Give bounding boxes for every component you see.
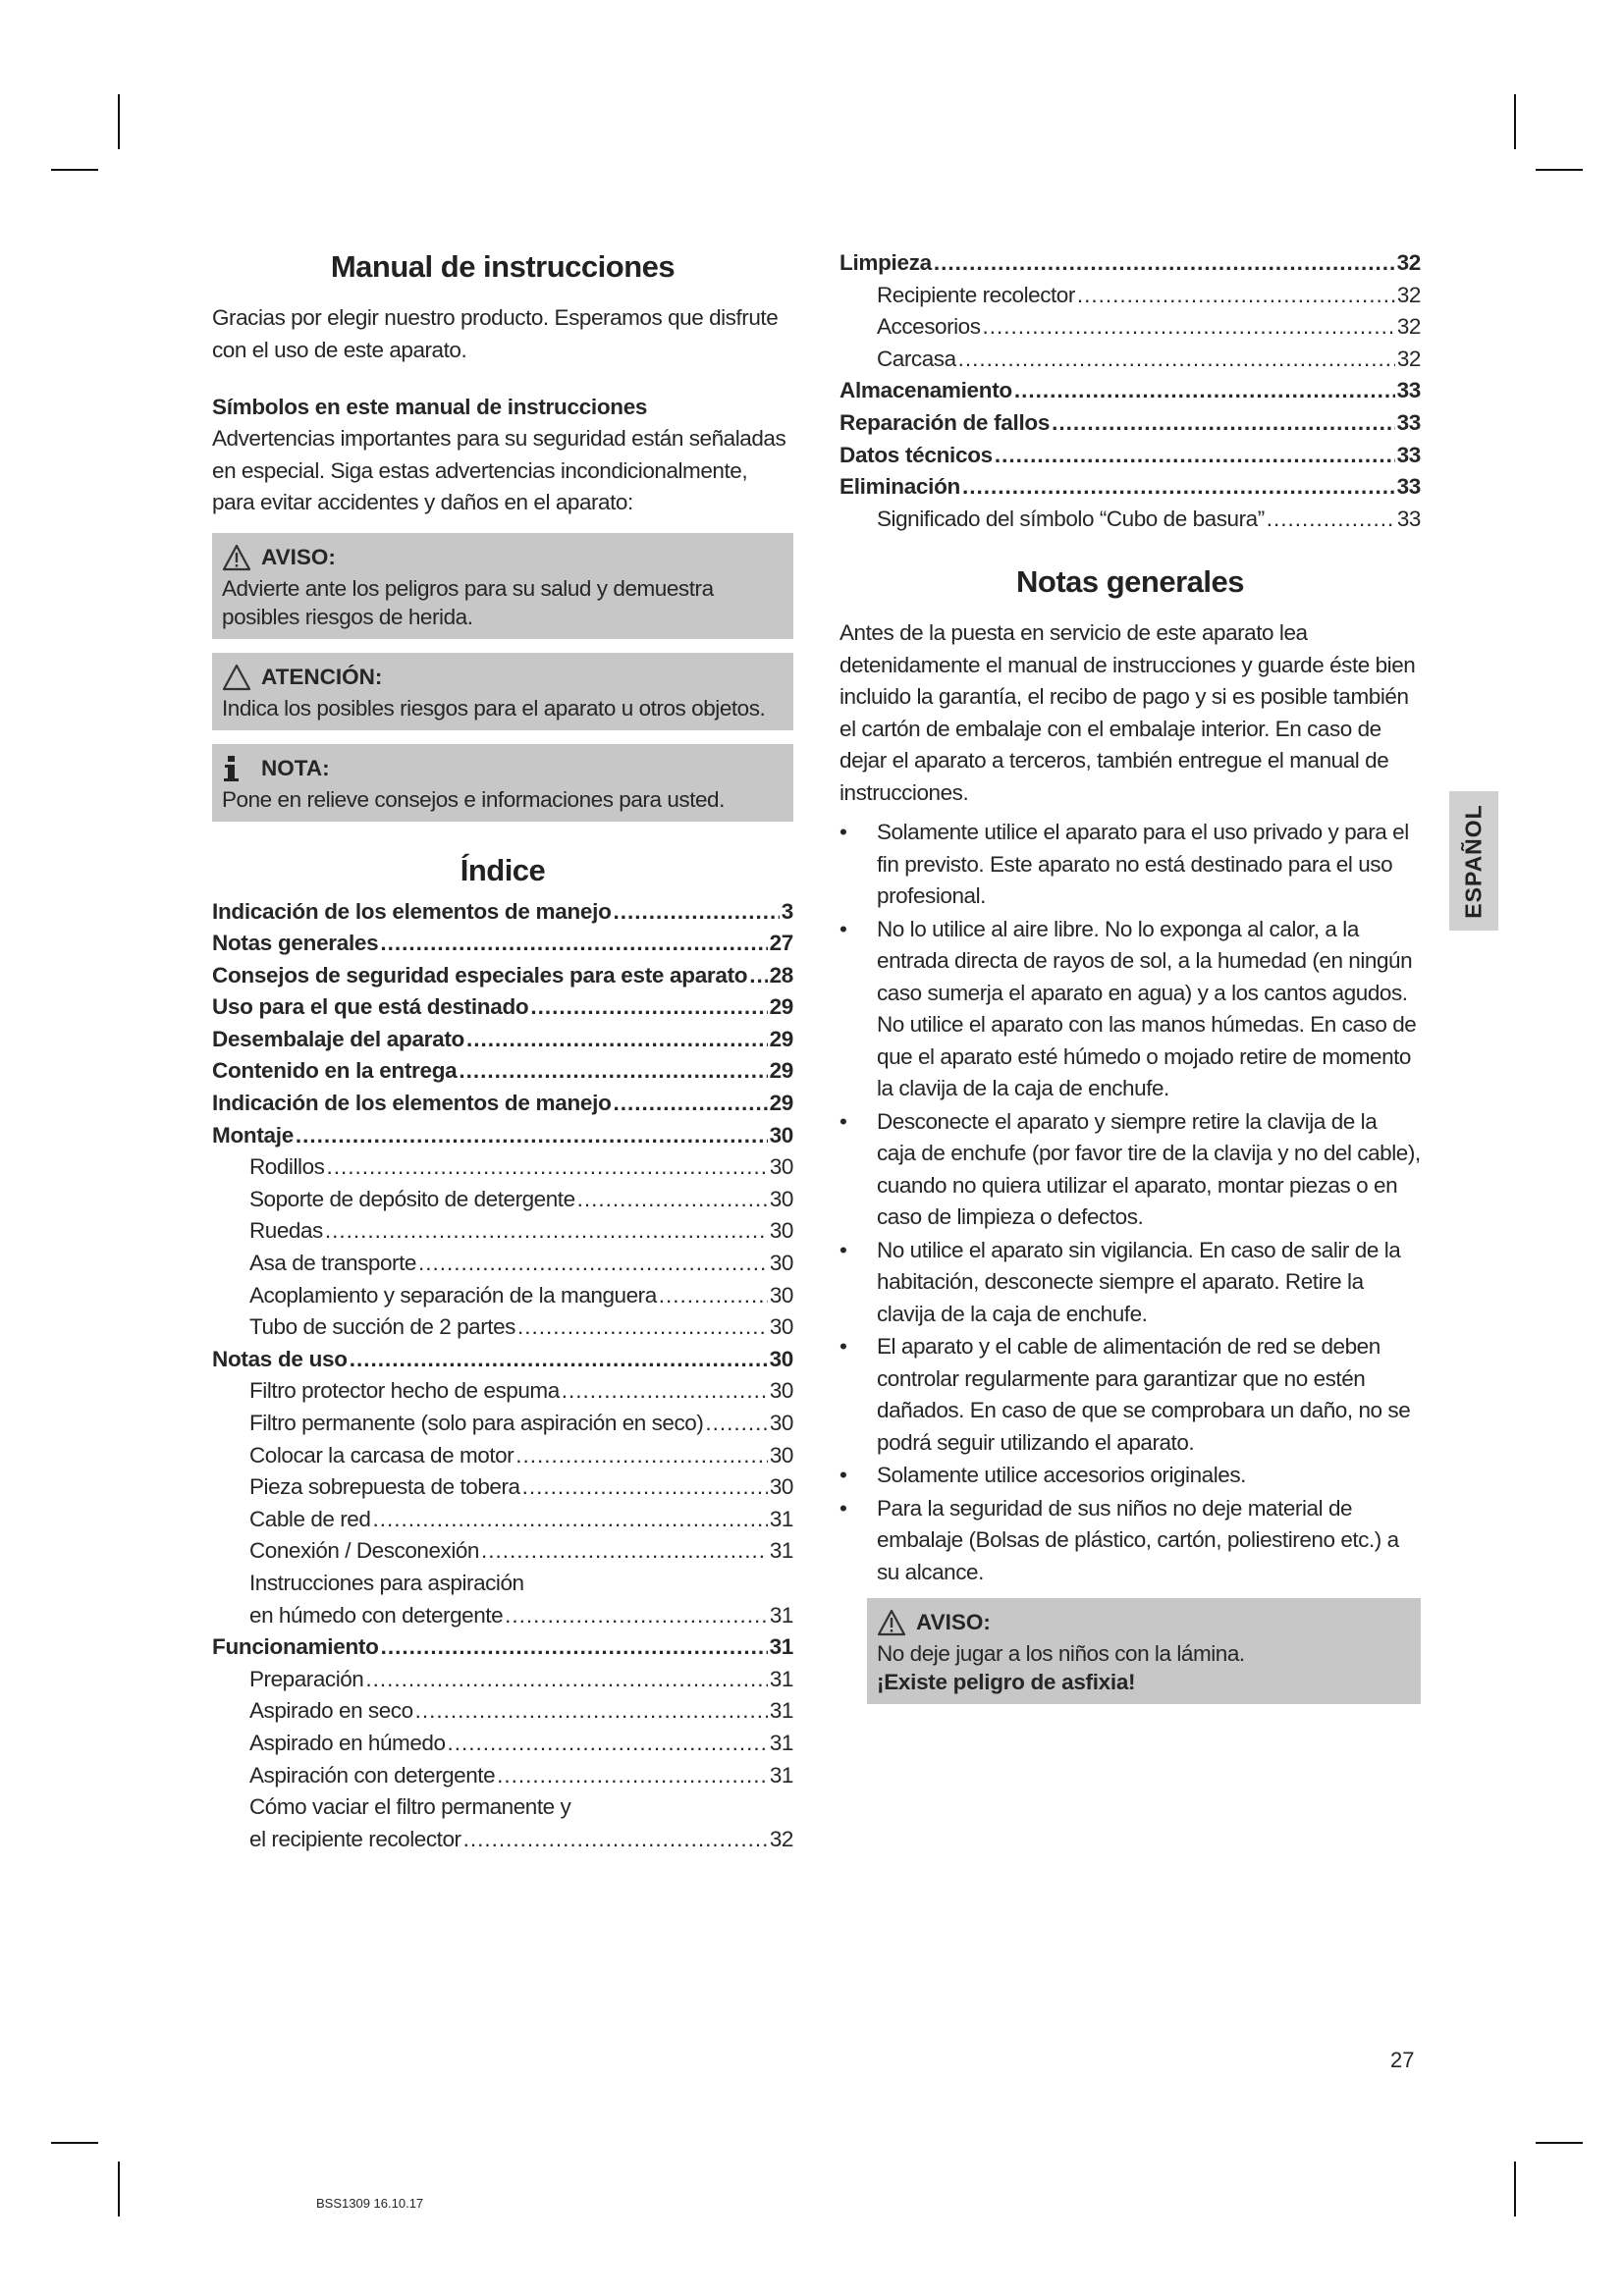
aviso-title: AVISO: — [916, 1610, 991, 1635]
toc-page: 33 — [1396, 474, 1421, 500]
nota-title: NOTA: — [261, 755, 330, 780]
atencion-title: ATENCIÓN: — [261, 664, 383, 689]
toc-page: 30 — [769, 1154, 793, 1180]
toc-label: Preparación — [249, 1666, 364, 1691]
aviso-text: Advierte ante los peligros para su salud y demuestra posibles riesgos de herida. — [222, 575, 714, 629]
toc-page: 33 — [1396, 442, 1421, 467]
toc-page: 30 — [769, 1474, 793, 1500]
toc-label: Almacenamiento — [839, 378, 1012, 403]
notas-text: Antes de la puesta en servicio de este aparato lea detenidamente el manual de instrucciones y guarde éste bien incluido la garantía, el recibo de pago y si es posible también el cartón de embalaje con el embalaje interior. En caso de dejar el aparato a terceros, también entregue el manual de instrucciones. — [839, 620, 1416, 805]
toc-entry — [212, 1248, 793, 1280]
toc-page: 29 — [769, 1058, 793, 1084]
toc-page: 32 — [769, 1826, 793, 1851]
toc-entry — [212, 1215, 793, 1248]
toc-page: 30 — [769, 1378, 793, 1404]
toc-entry — [839, 504, 1421, 536]
toc-entry — [212, 1311, 793, 1344]
toc-label: Contenido en la entrega — [212, 1058, 458, 1084]
toc-page: 31 — [769, 1602, 793, 1628]
toc-entry — [212, 1471, 793, 1504]
toc-entry — [839, 311, 1421, 344]
toc-leader-dots — [705, 1408, 767, 1440]
toc-leader-dots — [415, 1695, 768, 1728]
crop-mark — [51, 169, 98, 171]
toc-entry — [212, 896, 793, 929]
toc-page: 30 — [769, 1442, 793, 1468]
toc-entry — [839, 280, 1421, 312]
toc-leader-dots — [530, 991, 767, 1024]
toc-entry — [212, 1504, 793, 1536]
toc-label: Conexión / Desconexión — [249, 1538, 479, 1564]
toc-leader-dots — [958, 344, 1395, 376]
toc-label: Instrucciones para aspiración — [249, 1570, 524, 1595]
toc-leader-dots — [380, 928, 767, 960]
toc-label: Ruedas — [249, 1218, 323, 1244]
crop-mark — [51, 2142, 98, 2144]
toc-leader-dots — [562, 1375, 768, 1408]
toc-page: 30 — [769, 1282, 793, 1308]
toc-page: 31 — [769, 1762, 793, 1788]
toc-entry — [212, 1024, 793, 1056]
caution-triangle-icon — [222, 664, 251, 691]
toc-entry — [212, 1664, 793, 1696]
toc-entry — [839, 407, 1421, 440]
toc-label: el recipiente recolector — [249, 1826, 461, 1851]
toc-label: Filtro permanente (solo para aspiración en seco) — [249, 1411, 704, 1435]
toc-page: 32 — [1396, 314, 1421, 340]
toc-page: 33 — [1396, 378, 1421, 403]
aviso-warning: ¡Existe peligro de asfixia! — [877, 1670, 1136, 1695]
toc-page: 30 — [769, 1346, 793, 1371]
toc-leader-dots — [1014, 375, 1395, 407]
notas-title: Notas generales — [1016, 564, 1244, 600]
toc-leader-dots — [983, 311, 1395, 344]
right-column — [839, 247, 1421, 1704]
toc-label: Desembalaje del aparato — [212, 1026, 464, 1051]
toc-entry — [839, 471, 1421, 504]
toc-page: 3 — [781, 898, 793, 924]
toc-page: 31 — [769, 1634, 793, 1660]
symbols-heading: Símbolos en este manual de instrucciones — [212, 395, 648, 419]
toc-page: 32 — [1396, 346, 1421, 371]
toc-leader-dots — [350, 1344, 768, 1376]
toc-leader-dots — [995, 440, 1395, 472]
toc-page: 31 — [769, 1698, 793, 1724]
toc-page: 31 — [769, 1730, 793, 1755]
toc-page: 30 — [769, 1218, 793, 1244]
crop-mark — [1514, 94, 1516, 149]
bullet-item: • Para la seguridad de sus niños no deje material de embalaje (Bolsas de plástico, cartón, poliestireno etc.) a su alcance. — [839, 1493, 1421, 1589]
toc-page: 30 — [769, 1411, 793, 1435]
nota-text: Pone en relieve consejos e informaciones para usted. — [222, 786, 725, 812]
aviso-box — [212, 533, 793, 639]
footer-code: BSS1309 16.10.17 — [316, 2196, 424, 2211]
toc-page: 31 — [769, 1538, 793, 1564]
toc-label: Aspiración con detergente — [249, 1762, 496, 1788]
toc-page: 32 — [1396, 250, 1421, 275]
toc-label: Montaje — [212, 1122, 294, 1148]
crop-mark — [118, 94, 120, 149]
toc-leader-dots — [459, 1055, 767, 1088]
toc-leader-dots — [466, 1024, 768, 1056]
toc-entry — [212, 1824, 793, 1856]
toc-label: Asa de transporte — [249, 1251, 416, 1276]
atencion-text: Indica los posibles riesgos para el aparato u otros objetos. — [222, 695, 766, 721]
toc-entry — [212, 1088, 793, 1120]
symbols-text: Advertencias importantes para su seguridad están señaladas en especial. Siga estas advertencias incondicionalmente, para evitar accidentes y daños en el aparato: — [212, 426, 786, 514]
toc-leader-dots — [365, 1664, 767, 1696]
toc-entry — [212, 1375, 793, 1408]
page-number: 27 — [1390, 2048, 1415, 2072]
toc-leader-dots — [1267, 504, 1395, 536]
aviso-text: No deje jugar a los niños con la lámina. — [877, 1641, 1245, 1667]
toc-label: Indicación de los elementos de manejo — [212, 898, 612, 924]
toc-label: Eliminación — [839, 474, 960, 500]
toc-label: Notas generales — [212, 931, 379, 956]
info-icon — [222, 755, 251, 782]
toc-label: Aspirado en húmedo — [249, 1730, 446, 1755]
toc-leader-dots — [517, 1311, 768, 1344]
toc-leader-dots — [749, 960, 767, 992]
toc-leader-dots — [497, 1760, 768, 1792]
toc-leader-dots — [1077, 280, 1395, 312]
toc-label: Pieza sobrepuesta de tobera — [249, 1474, 520, 1500]
bullet-item: • No lo utilice al aire libre. No lo exponga al calor, a la entrada directa de rayos de sol, a la humedad (en ningún caso sumerja el aparato en agua) y a los cantos agudos. No utilice el aparato con las manos húmedas. En caso de que el aparato esté húmedo o mojado retire de momento la clavija de la caja de enchufe. — [839, 914, 1421, 1105]
toc-entry — [839, 247, 1421, 280]
toc-entry — [212, 1760, 793, 1792]
toc-entry — [212, 1791, 793, 1824]
toc-page: 33 — [1396, 506, 1421, 531]
toc-label: Notas de uso — [212, 1346, 348, 1371]
toc-label: Acoplamiento y separación de la manguera — [249, 1282, 657, 1308]
toc-label: Aspirado en seco — [249, 1698, 413, 1724]
nota-box — [212, 744, 793, 822]
toc-entry — [212, 960, 793, 992]
toc-label: Soporte de depósito de detergente — [249, 1186, 575, 1211]
toc-page: 29 — [769, 1091, 793, 1116]
toc-entry — [839, 344, 1421, 376]
toc-leader-dots — [522, 1471, 768, 1504]
toc-label: Filtro protector hecho de espuma — [249, 1378, 560, 1404]
language-tab — [1449, 791, 1498, 931]
toc-entry — [212, 1184, 793, 1216]
notas-bullets — [839, 817, 1421, 1588]
left-column — [212, 247, 793, 1855]
toc-entry — [212, 1695, 793, 1728]
toc-page: 31 — [769, 1666, 793, 1691]
toc-label: Indicación de los elementos de manejo — [212, 1091, 612, 1116]
toc-leader-dots — [418, 1248, 768, 1280]
toc-entry — [212, 1568, 793, 1600]
toc-leader-dots — [962, 471, 1395, 504]
toc-label: Cable de red — [249, 1506, 371, 1531]
aviso-title: AVISO: — [261, 544, 336, 569]
toc-entry — [212, 1440, 793, 1472]
toc-entry — [212, 1600, 793, 1632]
crop-mark — [1514, 2162, 1516, 2216]
toc-entry — [839, 440, 1421, 472]
toc-leader-dots — [325, 1215, 768, 1248]
toc-entry — [212, 1120, 793, 1152]
bullet-item: • Desconecte el aparato y siempre retire la clavija de la caja de enchufe (por favor tire de la clavija y no del cable), cuando no quiera utilizar el aparato, montar piezas o en caso de limpieza o defectos. — [839, 1106, 1421, 1234]
toc-leader-dots — [614, 896, 780, 929]
toc-entry — [212, 1055, 793, 1088]
toc-leader-dots — [463, 1824, 768, 1856]
toc-leader-dots — [481, 1535, 768, 1568]
toc-page: 29 — [769, 994, 793, 1020]
toc-label: Datos técnicos — [839, 442, 993, 467]
toc-entry — [212, 928, 793, 960]
toc-leader-dots — [577, 1184, 768, 1216]
toc-page: 33 — [1396, 409, 1421, 435]
toc-leader-dots — [1052, 407, 1394, 440]
toc-label: Accesorios — [877, 314, 981, 340]
toc-label: Limpieza — [839, 250, 932, 275]
toc-label: Carcasa — [877, 346, 956, 371]
bullet-item: • Solamente utilice el aparato para el uso privado y para el fin previsto. Este aparato no está destinado para el uso profesional. — [839, 817, 1421, 913]
toc-page: 30 — [769, 1122, 793, 1148]
toc-page: 30 — [769, 1251, 793, 1276]
bullet-item: • Solamente utilice accesorios originales. — [839, 1460, 1421, 1492]
toc-leader-dots — [934, 247, 1395, 280]
toc-label: Reparación de fallos — [839, 409, 1051, 435]
crop-mark — [1536, 2142, 1583, 2144]
toc-entry — [212, 1280, 793, 1312]
toc-entry — [212, 1631, 793, 1664]
toc-label: Funcionamiento — [212, 1634, 379, 1660]
toc-leader-dots — [614, 1088, 768, 1120]
toc-leader-dots — [296, 1120, 768, 1152]
bullet-item: • El aparato y el cable de alimentación de red se deben controlar regularmente para garantizar que no estén dañados. En caso de que se comprobara un daño, no se podrá seguir utilizando el aparato. — [839, 1331, 1421, 1459]
toc-leader-dots — [515, 1440, 768, 1472]
toc-label: Significado del símbolo “Cubo de basura” — [877, 506, 1265, 531]
toc-list — [212, 896, 793, 1856]
toc-label: Tubo de succión de 2 partes — [249, 1314, 515, 1340]
toc-list-continued — [839, 247, 1421, 535]
bullet-item: • No utilice el aparato sin vigilancia. En caso de salir de la habitación, desconecte siempre el aparato. Retire la clavija de la caja de enchufe. — [839, 1235, 1421, 1331]
toc-page: 31 — [769, 1506, 793, 1531]
toc-entry — [212, 991, 793, 1024]
toc-label: Recipiente recolector — [877, 282, 1075, 307]
toc-leader-dots — [326, 1151, 767, 1184]
toc-leader-dots — [505, 1600, 768, 1632]
toc-label: Colocar la carcasa de motor — [249, 1442, 514, 1468]
toc-entry — [212, 1344, 793, 1376]
toc-label: Rodillos — [249, 1154, 325, 1180]
toc-label: Consejos de seguridad especiales para este aparato — [212, 962, 748, 988]
aviso-child-box — [867, 1598, 1421, 1704]
toc-entry — [212, 1151, 793, 1184]
intro-text: Gracias por elegir nuestro producto. Esperamos que disfrute con el uso de este aparato. — [212, 305, 779, 362]
toc-leader-dots — [448, 1728, 768, 1760]
manual-title: Manual de instrucciones — [330, 249, 676, 284]
warning-triangle-icon — [877, 1609, 906, 1636]
warning-triangle-icon — [222, 544, 251, 571]
toc-leader-dots — [381, 1631, 768, 1664]
toc-leader-dots — [372, 1504, 767, 1536]
toc-page: 30 — [769, 1314, 793, 1340]
toc-page: 30 — [769, 1186, 793, 1211]
crop-mark — [118, 2162, 120, 2216]
toc-entry — [839, 375, 1421, 407]
toc-page: 29 — [769, 1026, 793, 1051]
toc-page: 27 — [769, 931, 793, 956]
toc-label: Cómo vaciar el filtro permanente y — [249, 1794, 571, 1820]
crop-mark — [1536, 169, 1583, 171]
toc-page: 28 — [769, 962, 793, 988]
toc-leader-dots — [659, 1280, 768, 1312]
language-tab-label: ESPAÑOL — [1460, 803, 1487, 919]
toc-label: en húmedo con detergente — [249, 1602, 504, 1628]
toc-entry — [212, 1535, 793, 1568]
toc-entry — [212, 1408, 793, 1440]
atencion-box — [212, 653, 793, 730]
toc-label: Uso para el que está destinado — [212, 994, 529, 1020]
toc-page: 32 — [1396, 282, 1421, 307]
toc-entry — [212, 1728, 793, 1760]
indice-title: Índice — [460, 852, 546, 887]
